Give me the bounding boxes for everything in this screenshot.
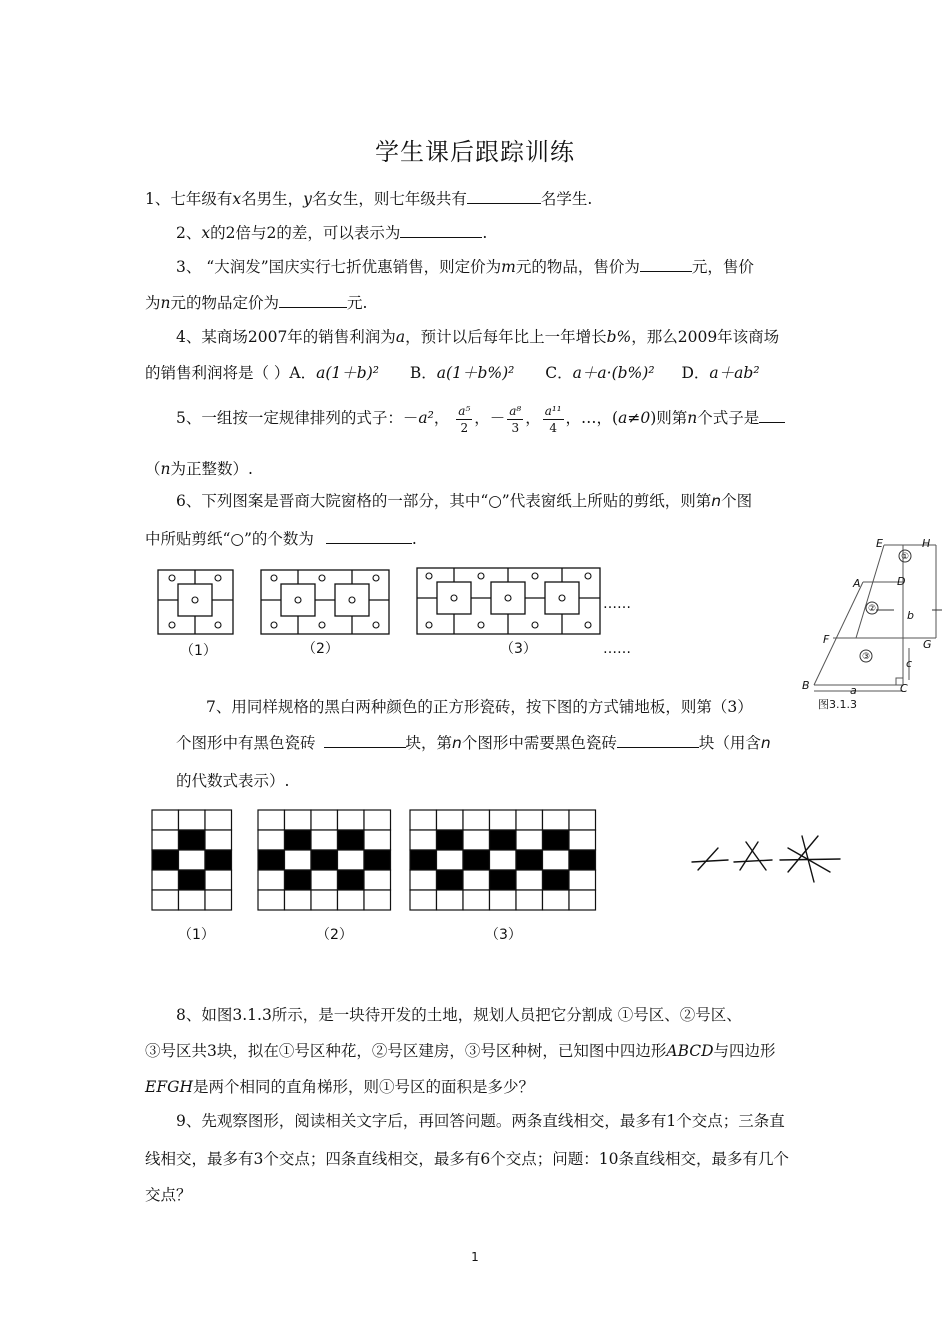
black-tile [543, 830, 570, 850]
white-tile [463, 890, 490, 910]
label-C: C [900, 682, 908, 695]
white-tile [437, 890, 464, 910]
region-1-label: ① [901, 552, 910, 562]
white-tile [490, 810, 517, 830]
white-tile [516, 890, 543, 910]
white-tile [463, 810, 490, 830]
white-tile [179, 890, 206, 910]
page-number: 1 [471, 1250, 479, 1264]
white-tile [543, 890, 570, 910]
white-tile [152, 810, 179, 830]
question-9-cont2: 交点？ [145, 1186, 192, 1204]
white-tile [285, 850, 312, 870]
question-4: 4、某商场2007年的销售利润为a，预计以后每年比上一年增长b%，那么2009年该商场 [176, 328, 780, 346]
white-tile [338, 890, 365, 910]
question-3-cont: 为n元的物品定价为 元. [145, 294, 368, 312]
white-tile [516, 810, 543, 830]
question-7: 7、用同样规格的黑白两种颜色的正方形瓷砖，按下图的方式铺地板，则第（3） [206, 698, 753, 716]
black-tile [179, 870, 206, 890]
black-tile [152, 850, 179, 870]
white-tile [338, 810, 365, 830]
question-3: 3、 “大润发”国庆实行七折优惠销售，则定价为m元的物品，售价为 元，售价 [176, 258, 754, 276]
white-tile [437, 850, 464, 870]
window-pattern-figures [150, 562, 630, 670]
white-tile [285, 890, 312, 910]
white-tile [410, 830, 437, 850]
black-tile [338, 830, 365, 850]
black-tile [490, 870, 517, 890]
white-tile [311, 810, 338, 830]
question-8-cont: ③号区共3块，拟在①号区种花，②号区建房，③号区种树，已知图中四边形ABCD与四边形 [145, 1042, 776, 1060]
question-9: 9、先观察图形，阅读相关文字后，再回答问题。两条直线相交，最多有1个交点；三条直 [176, 1112, 785, 1130]
white-tile [364, 890, 391, 910]
white-tile [152, 890, 179, 910]
question-5: 5、一组按一定规律排列的式子：－a²， $\frac{\text{a⁵}}{2}$ ，－ $\frac{\text{a⁸}}{3}$ ， $\frac{\text{a¹¹}}{4}$ ，…，(a≠0)则第n个式子是 [176, 400, 785, 436]
white-tile [569, 890, 596, 910]
label-H: H [922, 537, 931, 550]
white-tile [569, 830, 596, 850]
caption-6-2: （2） [302, 641, 339, 657]
white-tile [543, 850, 570, 870]
tile-pattern-figures [150, 808, 600, 914]
black-tile [285, 870, 312, 890]
white-tile [179, 850, 206, 870]
question-2: 2、x的2倍与2的差，可以表示为 . [176, 224, 488, 242]
white-tile [364, 870, 391, 890]
black-tile [364, 850, 391, 870]
white-tile [205, 830, 232, 850]
region-2-label: ② [868, 604, 877, 614]
white-tile [490, 890, 517, 910]
caption-6-3: （3） [500, 641, 537, 657]
white-tile [205, 810, 232, 830]
label-b: b [907, 609, 914, 622]
figure-caption: 图3.1.3 [818, 698, 857, 711]
region-3-label: ③ [862, 652, 871, 662]
caption-7-1: （1） [178, 927, 215, 943]
black-tile [569, 850, 596, 870]
question-7-cont: 个图形中有黑色瓷砖 块，第n个图形中需要黑色瓷砖 块（用含n [176, 734, 771, 752]
question-8-cont2: EFGH是两个相同的直角梯形，则①号区的面积是多少？ [145, 1078, 534, 1096]
tile-grid [258, 810, 391, 910]
caption-7-3: （3） [485, 927, 522, 943]
white-tile [258, 870, 285, 890]
white-tile [179, 810, 206, 830]
white-tile [410, 890, 437, 910]
white-tile [205, 870, 232, 890]
fraction-3: $\frac{\text{a¹¹}}{4}$ [544, 403, 562, 435]
black-tile [205, 850, 232, 870]
intersecting-lines-sketch [688, 828, 848, 886]
label-B: B [802, 679, 810, 692]
black-tile [258, 850, 285, 870]
question-1: 1、七年级有x名男生，y名女生，则七年级共有 名学生. [145, 190, 593, 208]
ellipsis-2: …… [603, 641, 631, 657]
black-tile [410, 850, 437, 870]
white-tile [258, 890, 285, 910]
question-4-options: 的销售利润将是（ ）A．a(1＋b)² B．a(1＋b%)² C．a＋a·(b%)² D．a＋ab² [145, 364, 760, 382]
black-tile [516, 850, 543, 870]
white-tile [205, 890, 232, 910]
black-tile [543, 870, 570, 890]
white-tile [410, 870, 437, 890]
fraction-1: $\frac{\text{a⁵}}{2}$ [458, 403, 471, 435]
white-tile [463, 830, 490, 850]
tile-grid [152, 810, 232, 910]
white-tile [258, 830, 285, 850]
label-F: F [823, 633, 830, 646]
question-5-cont: （n为正整数）. [145, 460, 253, 478]
caption-7-2: （2） [316, 927, 353, 943]
white-tile [543, 810, 570, 830]
white-tile [258, 810, 285, 830]
question-6: 6、下列图案是晋商大院窗格的一部分，其中“○”代表窗纸上所贴的剪纸，则第n个图 [176, 492, 753, 510]
label-a: a [850, 684, 857, 697]
question-7-cont2: 的代数式表示）. [176, 772, 290, 790]
white-tile [437, 810, 464, 830]
question-6-cont: 中所贴剪纸“○”的个数为 . [145, 530, 417, 548]
white-tile [364, 810, 391, 830]
white-tile [410, 810, 437, 830]
black-tile [437, 830, 464, 850]
black-tile [311, 850, 338, 870]
white-tile [364, 830, 391, 850]
white-tile [569, 870, 596, 890]
figure-3-1-3 [796, 530, 944, 714]
label-c: c [906, 657, 913, 670]
ellipsis-1: …… [603, 596, 631, 612]
white-tile [516, 870, 543, 890]
white-tile [311, 890, 338, 910]
label-D: D [897, 575, 906, 588]
tile-grid [410, 810, 596, 910]
black-tile [463, 850, 490, 870]
label-A: A [853, 577, 861, 590]
white-tile [516, 830, 543, 850]
black-tile [490, 830, 517, 850]
white-tile [152, 870, 179, 890]
question-9-cont: 线相交，最多有3个交点；四条直线相交，最多有6个交点；问题：10条直线相交，最多有几个 [145, 1150, 789, 1168]
black-tile [179, 830, 206, 850]
white-tile [311, 830, 338, 850]
white-tile [311, 870, 338, 890]
fraction-2: $\frac{\text{a⁸}}{3}$ [509, 403, 522, 435]
page-title: 学生课后跟踪训练 [375, 138, 575, 166]
question-8: 8、如图3.1.3所示，是一块待开发的土地，规划人员把它分割成 ①号区、②号区、 [176, 1006, 742, 1024]
label-G: G [923, 638, 932, 651]
white-tile [152, 830, 179, 850]
label-E: E [876, 537, 883, 550]
black-tile [437, 870, 464, 890]
white-tile [569, 810, 596, 830]
white-tile [285, 810, 312, 830]
caption-6-1: （1） [180, 643, 217, 659]
black-tile [338, 870, 365, 890]
white-tile [463, 870, 490, 890]
white-tile [490, 850, 517, 870]
black-tile [285, 830, 312, 850]
white-tile [338, 850, 365, 870]
